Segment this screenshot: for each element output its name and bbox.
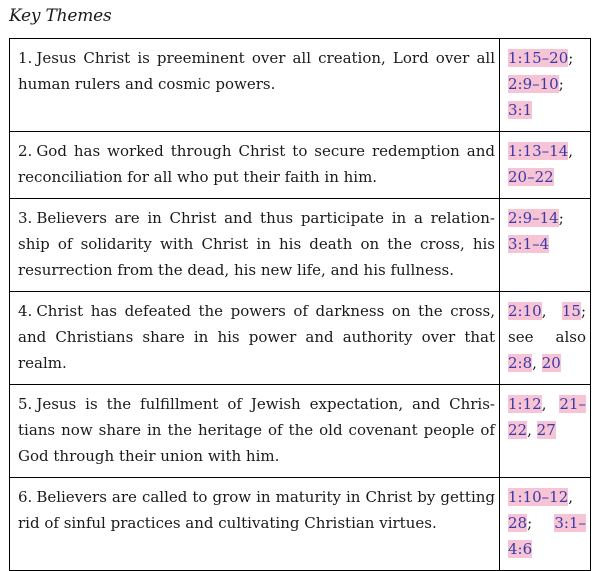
ref-separator: , — [568, 488, 574, 506]
theme-text-cell — [10, 132, 500, 199]
table-row — [10, 478, 591, 571]
ref-separator: , — [541, 302, 547, 320]
scripture-ref-link[interactable]: 1:13–14 — [508, 142, 569, 160]
theme-text: God has worked through Christ to secure redemption and reconciliation for all who put their faith in him. — [18, 142, 495, 186]
theme-text: Believers are called to grow in maturity in Christ by getting rid of sinful practices and cultivating Christian virtues. — [18, 488, 495, 532]
scripture-ref-link[interactable]: 2:8 — [508, 354, 533, 372]
see-also-label: see also — [508, 328, 586, 346]
scripture-ref-link[interactable]: 2:10 — [508, 302, 542, 320]
scripture-ref-link[interactable]: 3:1–4:6 — [508, 514, 586, 558]
theme-refs-cell — [500, 199, 591, 292]
scripture-ref-link[interactable]: 15 — [561, 302, 581, 320]
ref-separator: ; — [558, 75, 564, 93]
theme-refs-cell — [500, 478, 591, 571]
ref-separator: ; — [580, 302, 586, 320]
scripture-ref-link[interactable]: 1:12 — [508, 395, 542, 413]
scripture-ref-link[interactable]: 27 — [536, 421, 556, 439]
theme-text: Jesus Christ is preeminent over all creation, Lord over all human rulers and cosmic powers. — [18, 49, 495, 93]
theme-number: 1. — [18, 49, 33, 67]
section-heading: Key Themes — [9, 6, 112, 26]
theme-text: Jesus is the fulfillment of Jewish expectation, and Chris-tians now share in the heritage of the old covenant people of God through their union with him. — [18, 395, 495, 465]
table-row — [10, 132, 591, 199]
theme-text-cell — [10, 478, 500, 571]
ref-separator: , — [568, 142, 574, 160]
scripture-ref-link[interactable]: 1:10–12 — [508, 488, 569, 506]
scripture-ref-link[interactable]: 2:9–10 — [508, 75, 559, 93]
theme-number: 2. — [18, 142, 33, 160]
theme-number: 6. — [18, 488, 33, 506]
table-row — [10, 199, 591, 292]
scripture-ref-link[interactable]: 2:9–14 — [508, 209, 559, 227]
ref-separator: , — [541, 395, 547, 413]
theme-refs-cell — [500, 385, 591, 478]
scripture-ref-link[interactable]: 20 — [541, 354, 561, 372]
theme-refs-cell — [500, 292, 591, 385]
scripture-ref-link[interactable]: 20–22 — [508, 168, 554, 186]
scripture-ref-link[interactable]: 28 — [508, 514, 528, 532]
table-row — [10, 385, 591, 478]
theme-text-cell — [10, 39, 500, 132]
theme-number: 3. — [18, 209, 33, 227]
ref-separator: ; — [568, 49, 574, 67]
ref-separator: , — [532, 354, 537, 372]
ref-separator: ; — [558, 209, 564, 227]
theme-refs-cell — [500, 39, 591, 132]
theme-text-cell — [10, 385, 500, 478]
scripture-ref-link[interactable]: 1:15–20 — [508, 49, 569, 67]
scripture-ref-link[interactable]: 3:1 — [508, 101, 533, 119]
theme-number: 4. — [18, 302, 33, 320]
scripture-ref-link[interactable]: 21–22 — [508, 395, 586, 439]
theme-number: 5. — [18, 395, 33, 413]
theme-text-cell — [10, 199, 500, 292]
theme-refs-cell — [500, 132, 591, 199]
theme-text-cell — [10, 292, 500, 385]
theme-text: Christ has defeated the powers of darkness on the cross, and Christians share in his power and authority over that realm. — [18, 302, 495, 372]
scripture-ref-link[interactable]: 3:1–4 — [508, 235, 550, 253]
ref-separator: , — [527, 421, 532, 439]
table-row — [10, 292, 591, 385]
key-themes-table — [9, 38, 591, 571]
table-row — [10, 39, 591, 132]
theme-text: Believers are in Christ and thus participate in a relation-ship of solidarity with Christ in his death on the cross, his resurrection from the dead, his new life, and his fullness. — [18, 209, 495, 279]
ref-separator: ; — [527, 514, 533, 532]
